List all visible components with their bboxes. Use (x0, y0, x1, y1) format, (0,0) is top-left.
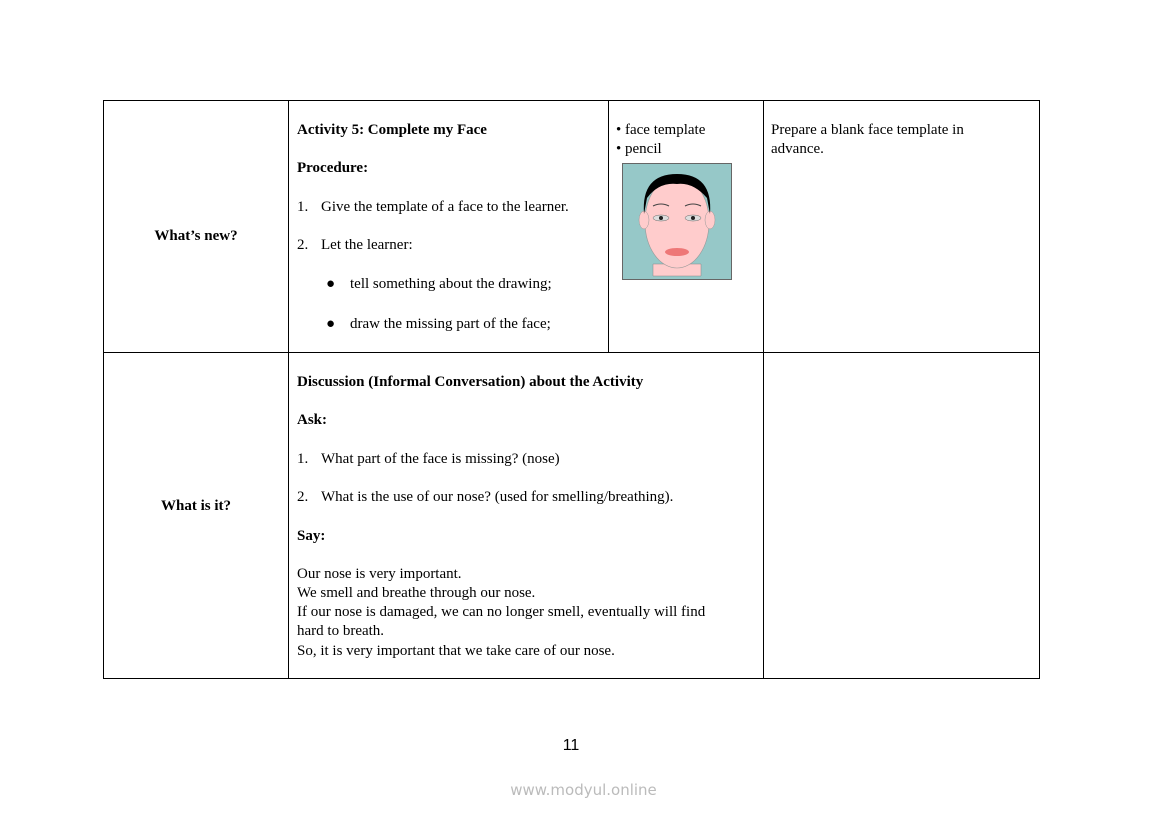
step-text: Let the learner: (321, 237, 413, 253)
say-line: Our nose is very important. (297, 566, 462, 582)
bullet-text: tell something about the drawing; (350, 276, 552, 292)
say-line: hard to breath. (297, 623, 385, 639)
row-label-whats-new: What’s new? (154, 228, 238, 244)
activity-title: Activity 5: Complete my Face (297, 122, 487, 138)
say-line: If our nose is damaged, we can no longer smell, eventually will find (297, 604, 706, 620)
remarks-text: Prepare a blank face template in (771, 122, 964, 138)
discussion-title: Discussion (Informal Conversation) about the Activity (297, 374, 644, 390)
procedure-label: Procedure: (297, 160, 369, 176)
row-label-what-is-it: What is it? (160, 498, 231, 514)
bullet-icon: ● (326, 276, 336, 292)
say-line: So, it is very important that we take care of our nose. (297, 643, 615, 659)
bullet-icon: ● (326, 316, 336, 332)
step-number: 2. (297, 237, 309, 253)
remarks-text: advance. (771, 141, 824, 157)
page-number: 11 (562, 737, 580, 754)
question-number: 2. (297, 489, 309, 505)
step-number: 1. (297, 199, 309, 215)
question-number: 1. (297, 451, 309, 467)
question-text: What is the use of our nose? (used for smelling/breathing). (321, 489, 674, 505)
say-label: Say: (297, 528, 326, 544)
material-item: • face template (616, 122, 706, 138)
step-text: Give the template of a face to the learner. (321, 199, 569, 215)
material-item: • pencil (616, 141, 662, 157)
ask-label: Ask: (297, 412, 328, 428)
question-text: What part of the face is missing? (nose) (321, 451, 560, 467)
watermark: www.modyul.online (510, 781, 657, 799)
say-line: We smell and breathe through our nose. (297, 585, 536, 601)
face-template-image (622, 163, 732, 280)
bullet-text: draw the missing part of the face; (350, 316, 551, 332)
